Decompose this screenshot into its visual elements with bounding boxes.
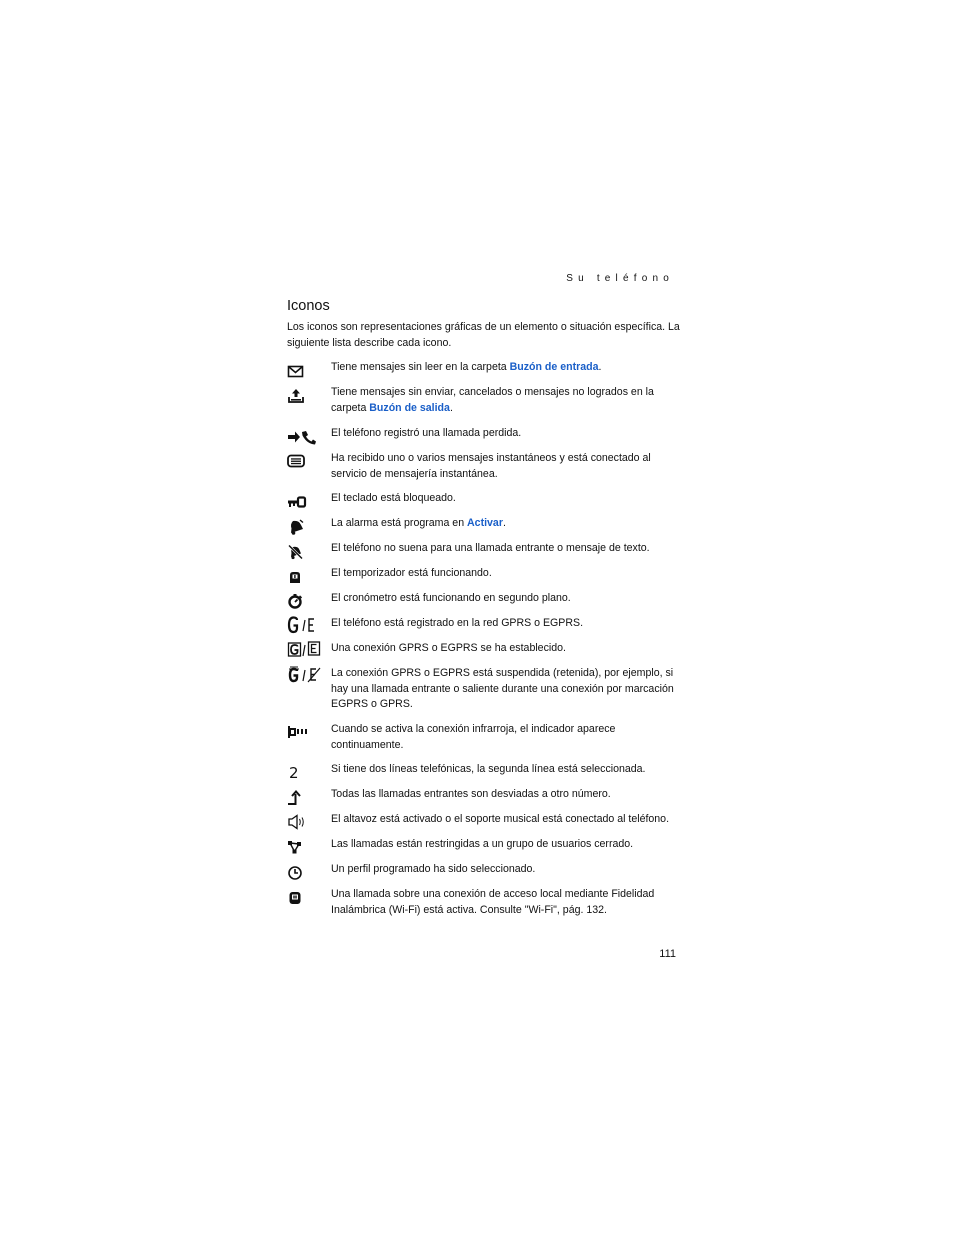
icon-description: El temporizador está funcionando. xyxy=(331,567,492,579)
icon-description: El teclado está bloqueado. xyxy=(331,492,456,504)
wifi-call-icon xyxy=(287,890,323,908)
icon-description: El teléfono registró una llamada perdida. xyxy=(331,427,522,439)
closed-user-group-icon xyxy=(287,840,323,858)
timed-profile-icon xyxy=(287,865,323,883)
icon-description: Un perfil programado ha sido seleccionado. xyxy=(331,863,536,875)
icon-description: El teléfono no suena para una llamada entrante o mensaje de texto. xyxy=(331,542,650,554)
instant-message-icon xyxy=(287,454,323,472)
icon-description: Todas las llamadas entrantes son desviadas a otro número. xyxy=(331,788,611,800)
outbox-icon xyxy=(287,388,323,406)
icon-description: El altavoz está activado o el soporte musical está conectado al teléfono. xyxy=(331,813,670,825)
icon-description: Tiene mensajes sin leer en la carpeta Buzón de entrada. xyxy=(331,361,602,373)
alarm-icon xyxy=(287,519,323,537)
silent-icon xyxy=(287,544,323,562)
icon-description: Tiene mensajes sin enviar, cancelados o mensajes no logrados en la carpeta Buzón de salida. xyxy=(331,386,654,414)
activate-link[interactable]: Activar xyxy=(467,517,503,529)
envelope-icon xyxy=(287,365,323,383)
line-two-icon: 2 xyxy=(289,764,299,782)
icon-description: La alarma está programa en Activar. xyxy=(331,517,506,529)
section-title: Iconos xyxy=(287,298,330,314)
page-number: 111 xyxy=(659,948,676,960)
gprs-egprs-icon xyxy=(287,616,323,634)
stopwatch-icon xyxy=(287,593,323,611)
icon-description: El cronómetro está funcionando en segundo plano. xyxy=(331,592,571,604)
loudspeaker-icon xyxy=(287,814,323,832)
icon-description: Si tiene dos líneas telefónicas, la segunda línea está seleccionada. xyxy=(331,763,646,775)
infrared-icon xyxy=(287,725,323,743)
icon-description: Ha recibido uno o varios mensajes instantáneos y está conectado al servicio de mensajería instantánea. xyxy=(331,452,651,480)
icon-description: Una conexión GPRS o EGPRS se ha establecido. xyxy=(331,642,566,654)
outbox-link[interactable]: Buzón de salida xyxy=(369,401,450,414)
icon-description: El teléfono está registrado en la red GPRS o EGPRS. xyxy=(331,617,584,629)
timer-icon xyxy=(287,570,323,588)
icon-description: Cuando se activa la conexión infrarroja, el indicador aparece continuamente. xyxy=(331,723,616,751)
section-intro: Los iconos son representaciones gráficas de un elemento o situación específica. La siguiente lista describe cada icono. xyxy=(287,321,680,349)
missed-call-icon xyxy=(287,429,323,447)
gprs-egprs-suspended-icon xyxy=(287,666,323,684)
keypad-lock-icon xyxy=(287,496,323,514)
icon-description: La conexión GPRS o EGPRS está suspendida (retenida), por ejemplo, si hay una llamada entrante o saliente durante una conexión por marcación EGPRS o GPRS. xyxy=(331,667,674,710)
gprs-egprs-connected-icon xyxy=(287,641,323,659)
inbox-link[interactable]: Buzón de entrada xyxy=(509,361,599,373)
icon-description: Las llamadas están restringidas a un grupo de usuarios cerrado. xyxy=(331,838,634,850)
running-head: Su teléfono xyxy=(566,273,674,284)
call-divert-icon xyxy=(287,790,323,808)
icon-description: Una llamada sobre una conexión de acceso local mediante Fidelidad Inalámbrica (Wi-Fi) está activa. Consulte "Wi-Fi", pág. 132. xyxy=(331,888,655,916)
